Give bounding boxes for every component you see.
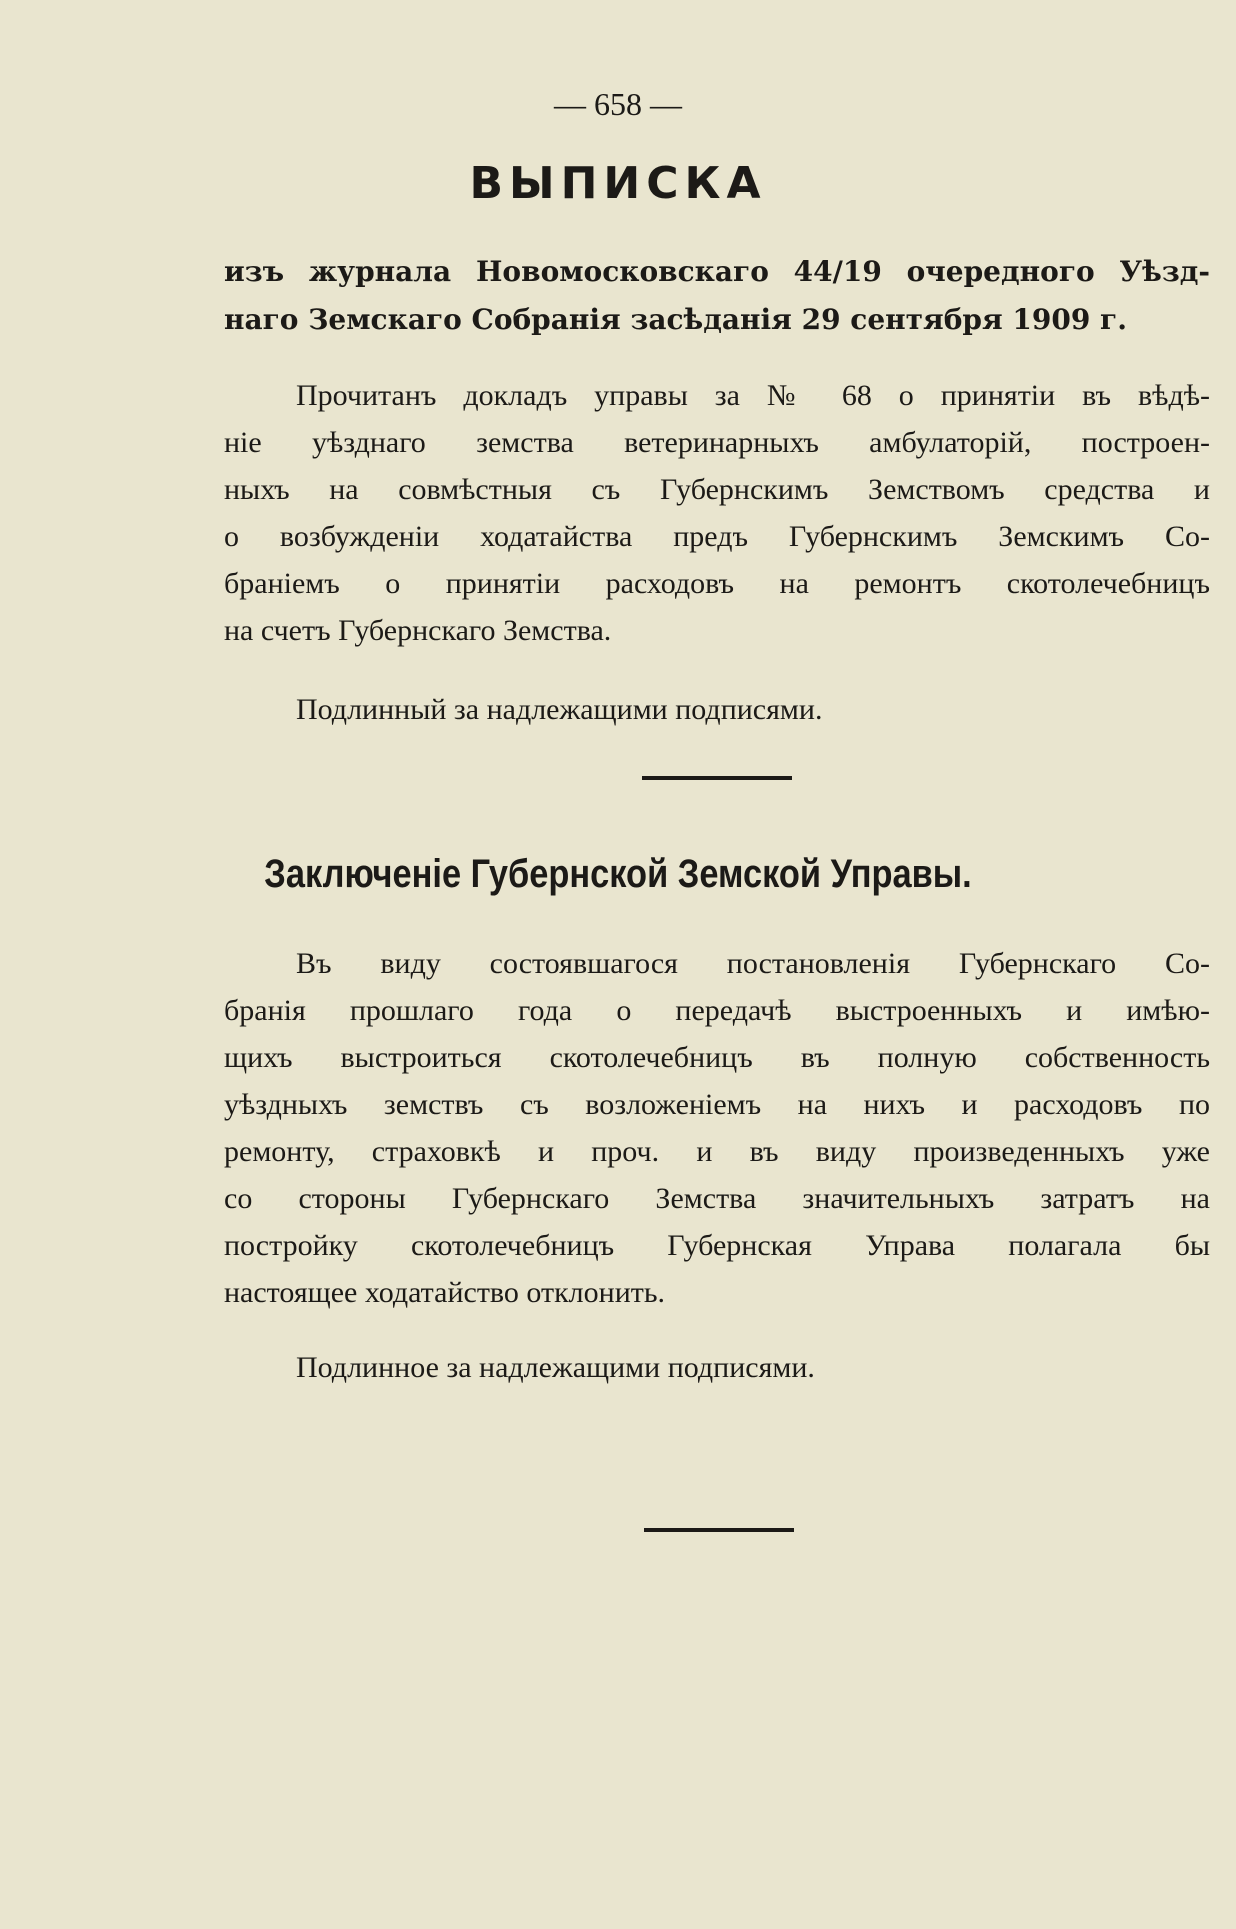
paragraph-conclusion <box>224 940 1210 1316</box>
section-divider <box>642 776 792 780</box>
paragraph-report <box>224 372 1210 654</box>
end-divider <box>644 1528 794 1532</box>
paragraph-line: уѣздныхъ земствъ съ возложеніемъ на нихъ и расходовъ по <box>224 1088 1210 1121</box>
paragraph-line: настоящее ходатайство отклонить. <box>224 1276 666 1309</box>
subtitle-line: наго Земскаго Собранія засѣданія 29 сентября 1909 г. <box>224 303 1127 336</box>
document-title: ВЫПИСКА <box>469 158 767 209</box>
paragraph-line: со стороны Губернскаго Земства значительныхъ затратъ на <box>224 1182 1210 1215</box>
paragraph-line: на счетъ Губернскаго Земства. <box>224 614 612 647</box>
subtitle-line: изъ журнала Новомосковскаго 44/19 очередного Уѣзд- <box>224 255 1210 288</box>
page-number: — 658 — <box>554 86 682 122</box>
paragraph-line: Прочитанъ докладъ управы за № 68 о принятіи въ вѣдѣ- <box>296 379 1210 412</box>
paragraph-line: Въ виду состоявшагося постановленія Губернскаго Со- <box>296 947 1210 980</box>
paragraph-line: постройку скотолечебницъ Губернская Управа полагала бы <box>224 1229 1210 1262</box>
paragraph-line: браніемъ о принятіи расходовъ на ремонтъ скотолечебницъ <box>224 567 1210 600</box>
signature-line: Подлинное за надлежащими подписями. <box>296 1351 815 1384</box>
paragraph-line: ніе уѣзднаго земства ветеринарныхъ амбулаторій, построен- <box>224 426 1210 459</box>
section-heading: Заключеніе Губернской Земской Управы. <box>264 852 972 896</box>
signature-line: Подлинный за надлежащими подписями. <box>296 693 823 726</box>
paragraph-line: ремонту, страховкѣ и проч. и въ виду произведенныхъ уже <box>224 1135 1210 1168</box>
paragraph-line: бранія прошлаго года о передачѣ выстроенныхъ и имѣю- <box>224 994 1210 1027</box>
paragraph-line: ныхъ на совмѣстныя съ Губернскимъ Земствомъ средства и <box>224 473 1210 506</box>
signature-note-2 <box>224 1344 1210 1391</box>
paragraph-line: щихъ выстроиться скотолечебницъ въ полную собственность <box>224 1041 1210 1074</box>
signature-note-1 <box>224 686 1210 733</box>
document-subtitle <box>224 248 1210 344</box>
paragraph-line: о возбужденіи ходатайства предъ Губернскимъ Земскимъ Со- <box>224 520 1210 553</box>
